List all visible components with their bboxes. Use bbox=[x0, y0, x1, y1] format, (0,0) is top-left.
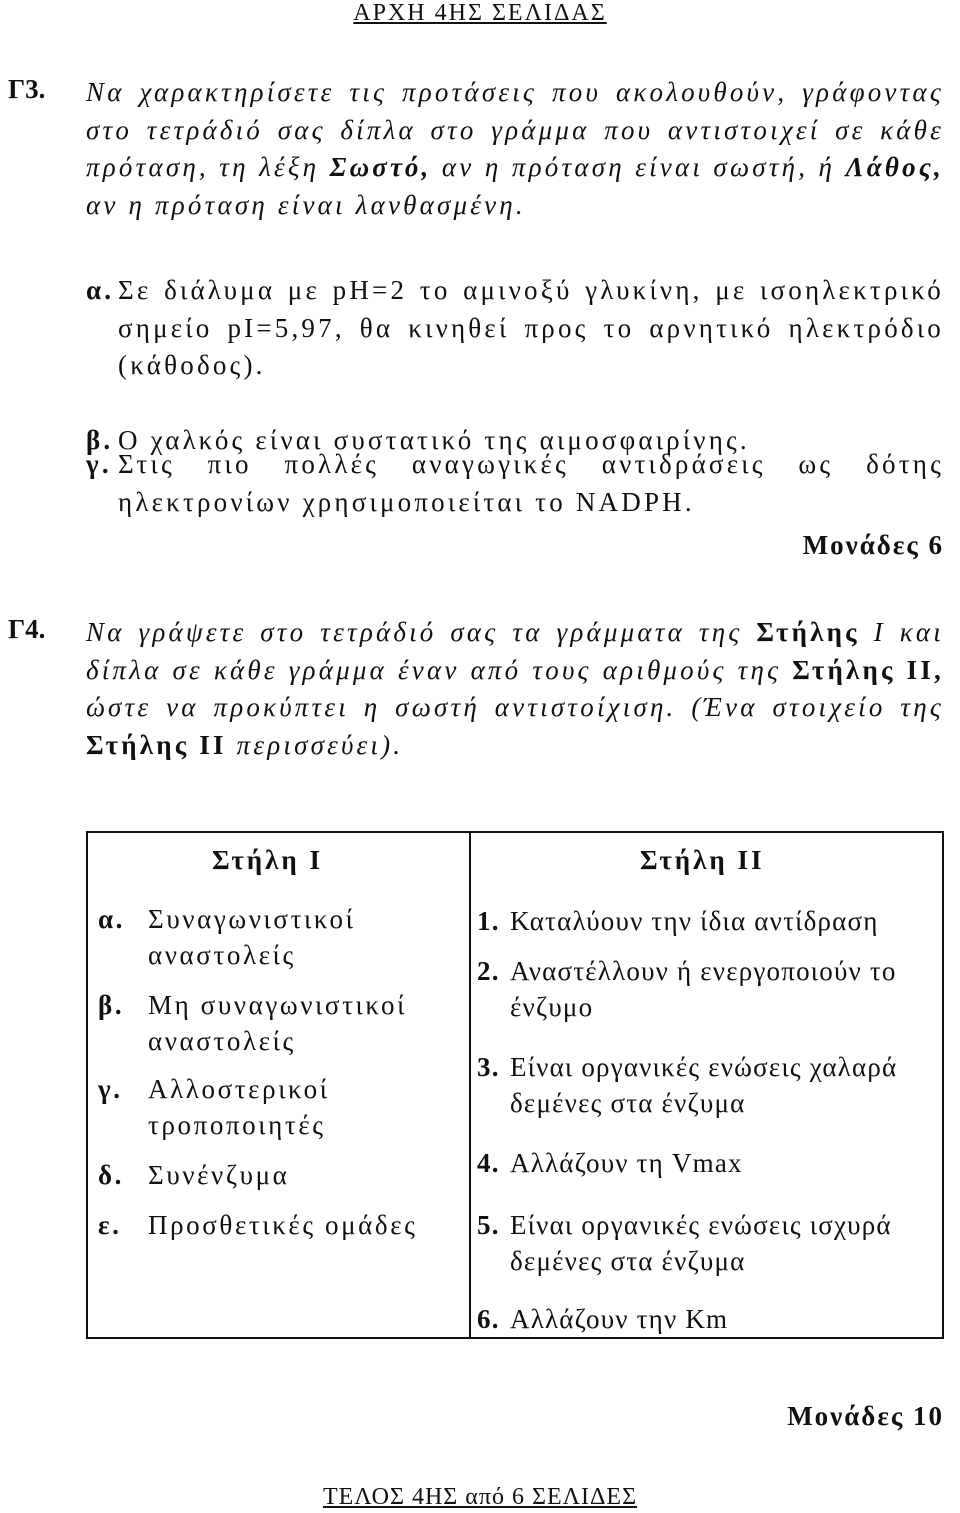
col2-item-2-text: Αναστέλλουν ή ενεργοποιούν το ένζυμο bbox=[510, 956, 897, 1022]
g3-item-a-label: α. bbox=[86, 275, 115, 305]
g4-text-part1: Να γράψετε στο τετράδιό σας τα γράμματα της bbox=[86, 617, 757, 647]
question-number-g4: Γ4. bbox=[8, 614, 46, 644]
table-column-divider bbox=[469, 833, 471, 1337]
col1-item-a-label: α. bbox=[98, 904, 126, 934]
col1-item-c bbox=[98, 1071, 458, 1143]
col2-item-4-label: 4. bbox=[477, 1148, 500, 1178]
col2-item-5 bbox=[477, 1207, 937, 1279]
col2-item-4-text: Αλλάζουν τη Vmax bbox=[510, 1148, 743, 1178]
g4-text-part2: Ι και δίπλα σε κάθε γράμμα έναν από τους αριθμούς της bbox=[86, 617, 944, 685]
g4-text-part4: ώστε να προκύπτει η σωστή αντιστοίχιση. (Ένα στοιχείο της bbox=[86, 692, 944, 722]
matching-table bbox=[86, 831, 944, 1339]
g3-item-a bbox=[86, 272, 944, 385]
col1-item-e-text: Προσθετικές ομάδες bbox=[148, 1210, 418, 1240]
col2-item-1-label: 1. bbox=[477, 906, 500, 936]
question-g4-instructions bbox=[86, 614, 944, 764]
g3-intro-part2: αν η πρόταση είναι σωστή, ή bbox=[431, 152, 846, 182]
col1-item-d-label: δ. bbox=[98, 1160, 124, 1190]
col1-item-c-label: γ. bbox=[98, 1074, 123, 1104]
question-g3-instructions bbox=[86, 74, 944, 224]
col1-item-a bbox=[98, 901, 458, 973]
page-header: ΑΡΧΗ 4ΗΣ ΣΕΛΙΔΑΣ bbox=[353, 0, 607, 26]
col1-item-b-label: β. bbox=[98, 990, 125, 1020]
page-footer: ΤΕΛΟΣ 4ΗΣ από 6 ΣΕΛΙΔΕΣ bbox=[322, 1484, 638, 1510]
g3-intro-part3: αν η πρόταση είναι λανθασμένη. bbox=[86, 189, 526, 220]
col2-item-3-label: 3. bbox=[477, 1052, 500, 1082]
g4-column-word-1: Στήλης bbox=[756, 617, 860, 647]
g3-item-a-text: Σε διάλυμα με pH=2 το αμινοξύ γλυκίνη, με ισοηλεκτρικό σημείο pI=5,97, θα κινηθεί προς το αρνητικό ηλεκτρόδιο (κάθοδος). bbox=[118, 275, 944, 380]
column-1-header: Στήλη Ι bbox=[212, 845, 323, 875]
col2-item-5-label: 5. bbox=[477, 1210, 500, 1240]
col2-item-2 bbox=[477, 953, 937, 1025]
col1-item-d bbox=[98, 1157, 458, 1193]
col1-item-b-text: Μη συναγωνιστικοί αναστολείς bbox=[148, 990, 407, 1056]
col1-item-c-text: Αλλοστερικοί τροποποιητές bbox=[148, 1074, 330, 1140]
g4-units: Μονάδες 10 bbox=[787, 1401, 944, 1431]
g4-column-ii-1: ΙΙ, bbox=[906, 654, 944, 685]
g3-word-correct: Σωστό, bbox=[329, 152, 432, 182]
col1-item-d-text: Συνένζυμα bbox=[148, 1160, 290, 1190]
g3-item-c bbox=[86, 446, 944, 521]
g4-column-word-2: Στήλης bbox=[792, 654, 896, 685]
g3-item-b-text: Ο χαλκός είναι συστατικό της αιμοσφαιρίνης. bbox=[118, 425, 750, 455]
g3-intro-part1: Να χαρακτηρίσετε τις προτάσεις που ακολουθούν, γράφοντας στο τετράδιό σας δίπλα στο γράμμα που αντιστοιχεί σε κάθε πρόταση, τη λέξη bbox=[86, 77, 944, 182]
col2-item-1-text: Καταλύουν την ίδια αντίδραση bbox=[510, 906, 879, 936]
col2-item-6-label: 6. bbox=[477, 1304, 500, 1334]
column-2-header: Στήλη ΙΙ bbox=[640, 845, 765, 875]
g3-word-wrong: Λάθος, bbox=[845, 152, 945, 182]
g4-column-word-3: Στήλης bbox=[86, 729, 190, 760]
col1-item-e-label: ε. bbox=[98, 1210, 122, 1240]
col2-item-2-label: 2. bbox=[477, 956, 500, 986]
col2-item-6-text: Αλλάζουν την Km bbox=[510, 1304, 729, 1334]
col2-item-3 bbox=[477, 1049, 937, 1121]
question-number-g3: Γ3. bbox=[8, 74, 46, 104]
g3-item-c-text: Στις πιο πολλές αναγωγικές αντιδράσεις ως δότης ηλεκτρονίων χρησιμοποιείται το NADPH. bbox=[118, 449, 944, 517]
g4-column-ii-2: ΙΙ bbox=[199, 729, 227, 760]
g3-item-c-label: γ. bbox=[86, 449, 112, 479]
col2-item-5-text: Είναι οργανικές ενώσεις ισχυρά δεμένες στα ένζυμα bbox=[510, 1210, 892, 1276]
col2-item-1 bbox=[477, 903, 937, 939]
col2-item-6 bbox=[477, 1301, 937, 1337]
g3-item-b-label: β. bbox=[86, 425, 114, 455]
col1-item-a-text: Συναγωνιστικοί αναστολείς bbox=[148, 904, 356, 970]
col2-item-3-text: Είναι οργανικές ενώσεις χαλαρά δεμένες στα ένζυμα bbox=[510, 1052, 898, 1118]
g3-units: Μονάδες 6 bbox=[802, 530, 944, 560]
g4-text-part6: περισσεύει). bbox=[226, 729, 404, 760]
col1-item-e bbox=[98, 1207, 458, 1243]
col2-item-4 bbox=[477, 1145, 937, 1181]
col1-item-b bbox=[98, 987, 458, 1059]
